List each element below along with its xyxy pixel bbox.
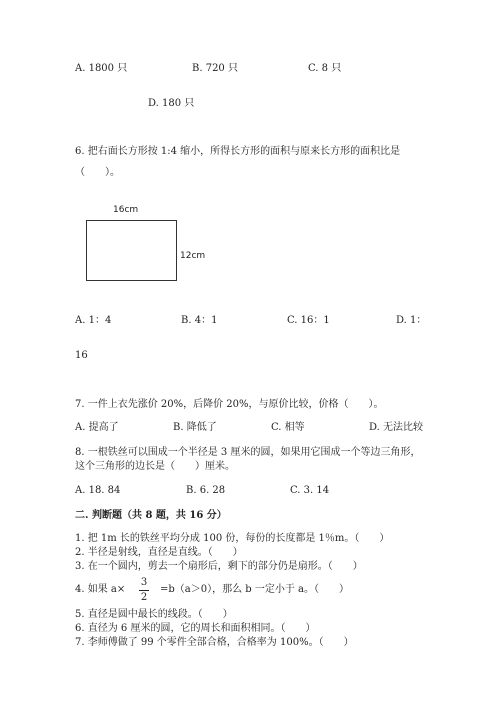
q5-option-d: D. 180 只 <box>148 98 195 109</box>
q6-option-b: B. 4：1 <box>181 315 218 326</box>
q7-option-a: A. 提高了 <box>75 422 119 433</box>
q6-option-a: A. 1：4 <box>75 315 112 326</box>
judge-item-6: 6. 直径为 6 厘米的圆，它的周长和面积相同。（ ） <box>75 623 316 634</box>
q8-option-c: C. 3. 14 <box>290 485 330 496</box>
section-title: 二. 判断题（共 8 题，共 16 分） <box>75 510 227 521</box>
q6-text-line1: 6. 把右面长方形按 1:4 缩小，所得长方形的面积与原来长方形的面积比是 <box>75 146 401 157</box>
judge-item-1: 1. 把 1m 长的铁丝平均分成 100 份，每份的长度都是 1％m。（ ） <box>75 533 390 544</box>
q7-option-c: C. 相等 <box>271 422 305 433</box>
q8-option-b: B. 6. 28 <box>186 485 226 496</box>
q6-option-c: C. 16：1 <box>287 315 330 326</box>
q5-option-a: A. 1800 只 <box>75 63 128 74</box>
q8-text-line2: 这个三角形的边长是（ ）厘米。 <box>75 461 235 472</box>
figure-height-label: 12cm <box>180 251 206 261</box>
q7-option-b: B. 降低了 <box>173 422 217 433</box>
fraction-numerator: 3 <box>140 577 148 588</box>
q6-option-d: D. 1： <box>396 315 427 326</box>
fraction-denominator: 2 <box>140 592 148 603</box>
q8-option-a: A. 18. 84 <box>75 485 121 496</box>
judge-item-3: 3. 在一个圆内，剪去一个扇形后，剩下的部分仍是扇形。（ ） <box>75 561 363 572</box>
q6-option-d-continued: 16 <box>75 350 88 361</box>
rectangle-shape <box>86 220 177 281</box>
figure-width-label: 16cm <box>113 205 139 215</box>
judge-item-4-suffix: =b（a＞0），那么 b 一定小于 a。（ ） <box>160 584 350 595</box>
judge-item-5: 5. 直径是圆中最长的线段。（ ） <box>75 609 233 620</box>
q5-option-c: C. 8 只 <box>308 63 342 74</box>
q8-text-line1: 8. 一根铁丝可以围成一个半径是 3 厘米的圆，如果用它围成一个等边三角形， <box>75 447 421 458</box>
q6-text-line2: （ ）。 <box>75 167 120 178</box>
q7-option-d: D. 无法比较 <box>369 422 424 433</box>
q7-text: 7. 一件上衣先涨价 20%，后降价 20%，与原价比较，价格（ ）。 <box>75 399 384 410</box>
judge-item-4-prefix: 4. 如果 a× <box>75 584 126 595</box>
q5-option-b: B. 720 只 <box>192 63 238 74</box>
judge-item-7: 7. 李师傅做了 99 个零件全部合格，合格率为 100%。（ ） <box>75 637 354 648</box>
judge-item-2: 2. 半径是射线，直径是直线。（ ） <box>75 547 243 558</box>
